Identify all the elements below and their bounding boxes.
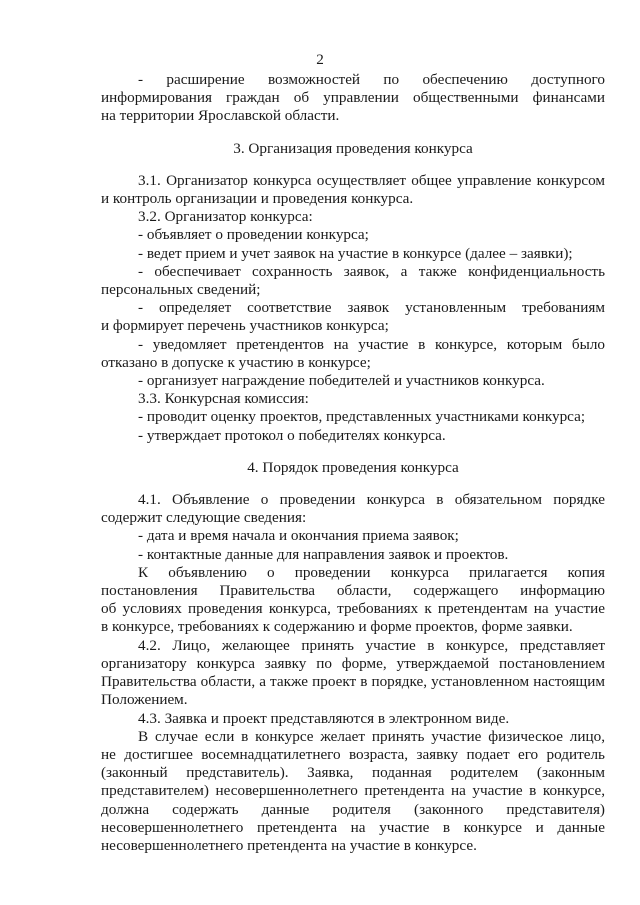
text-line: об условиях проведения конкурса, требованиях к претендентам на участие bbox=[101, 600, 605, 618]
text-line: в конкурсе, требованиях к содержанию и форме проектов, форме заявки. bbox=[101, 618, 573, 636]
text-line: постановления Правительства области, содержащего информацию bbox=[101, 582, 605, 600]
text-line: 3.3. Конкурсная комиссия: bbox=[138, 390, 309, 408]
text-line: представителем) несовершеннолетнего претендента на участие в конкурсе, bbox=[101, 782, 605, 800]
text-line: - проводит оценку проектов, представленных участниками конкурса; bbox=[138, 408, 586, 426]
text-line: - обеспечивает сохранность заявок, а также конфиденциальность bbox=[138, 262, 605, 280]
text-line: содержит следующие сведения: bbox=[101, 509, 307, 527]
text-line: несовершеннолетнего претендента на участие в конкурсе и данные bbox=[101, 818, 605, 836]
text-line: на территории Ярославской области. bbox=[101, 107, 340, 125]
text-line: - расширение возможностей по обеспечению доступного bbox=[138, 71, 605, 88]
text-line: (законный представитель). Заявка, поданная родителем (законным bbox=[101, 764, 605, 782]
text-line: не достигшее восемнадцатилетнего возраста, заявку подает его родитель bbox=[101, 745, 605, 763]
text-line: Правительства области, а также проект в порядке, установленном настоящим bbox=[101, 673, 605, 691]
text-line: организатору конкурса заявку по форме, утверждаемой постановлением bbox=[101, 654, 605, 672]
text-line: 3.2. Организатор конкурса: bbox=[138, 208, 313, 226]
text-line: персональных сведений; bbox=[101, 281, 261, 299]
text-line: 3.1. Организатор конкурса осуществляет общее управление конкурсом bbox=[138, 171, 605, 189]
text-line: - дата и время начала и окончания приема заявок; bbox=[138, 527, 459, 545]
section-heading-4: 4. Порядок проведения конкурса bbox=[247, 458, 459, 476]
section-heading-3: 3. Организация проведения конкурса bbox=[233, 139, 473, 157]
document-body bbox=[101, 71, 605, 855]
text-line: - утверждает протокол о победителях конкурса. bbox=[138, 426, 446, 444]
text-line: - уведомляет претендентов на участие в конкурсе, которым было bbox=[138, 335, 605, 353]
text-line: и формирует перечень участников конкурса; bbox=[101, 317, 389, 335]
text-line: - объявляет о проведении конкурса; bbox=[138, 226, 369, 244]
text-line: К объявлению о проведении конкурса прилагается копия bbox=[138, 563, 605, 581]
text-line: и контроль организации и проведения конкурса. bbox=[101, 190, 414, 208]
text-line: отказано в допуске к участию в конкурсе; bbox=[101, 353, 371, 371]
text-line: - организует награждение победителей и участников конкурса. bbox=[138, 372, 545, 390]
page-number: 2 bbox=[316, 51, 324, 68]
text-line: - определяет соответствие заявок установленным требованиям bbox=[138, 299, 605, 317]
text-line: 4.2. Лицо, желающее принять участие в конкурсе, представляет bbox=[138, 636, 605, 654]
text-line: 4.3. Заявка и проект представляются в электронном виде. bbox=[138, 709, 510, 727]
text-line: - контактные данные для направления заявок и проектов. bbox=[138, 545, 509, 563]
text-line: несовершеннолетнего претендента на участие в конкурсе. bbox=[101, 836, 477, 854]
text-line: - ведет прием и учет заявок на участие в конкурсе (далее – заявки); bbox=[138, 244, 573, 262]
text-line: должна содержать данные родителя (законного представителя) bbox=[101, 800, 605, 818]
text-line: 4.1. Объявление о проведении конкурса в обязательном порядке bbox=[138, 491, 605, 509]
text-line: Положением. bbox=[101, 691, 188, 709]
text-line: информирования граждан об управлении общественными финансами bbox=[101, 89, 605, 107]
text-line: В случае если в конкурсе желает принять участие физическое лицо, bbox=[138, 727, 605, 745]
